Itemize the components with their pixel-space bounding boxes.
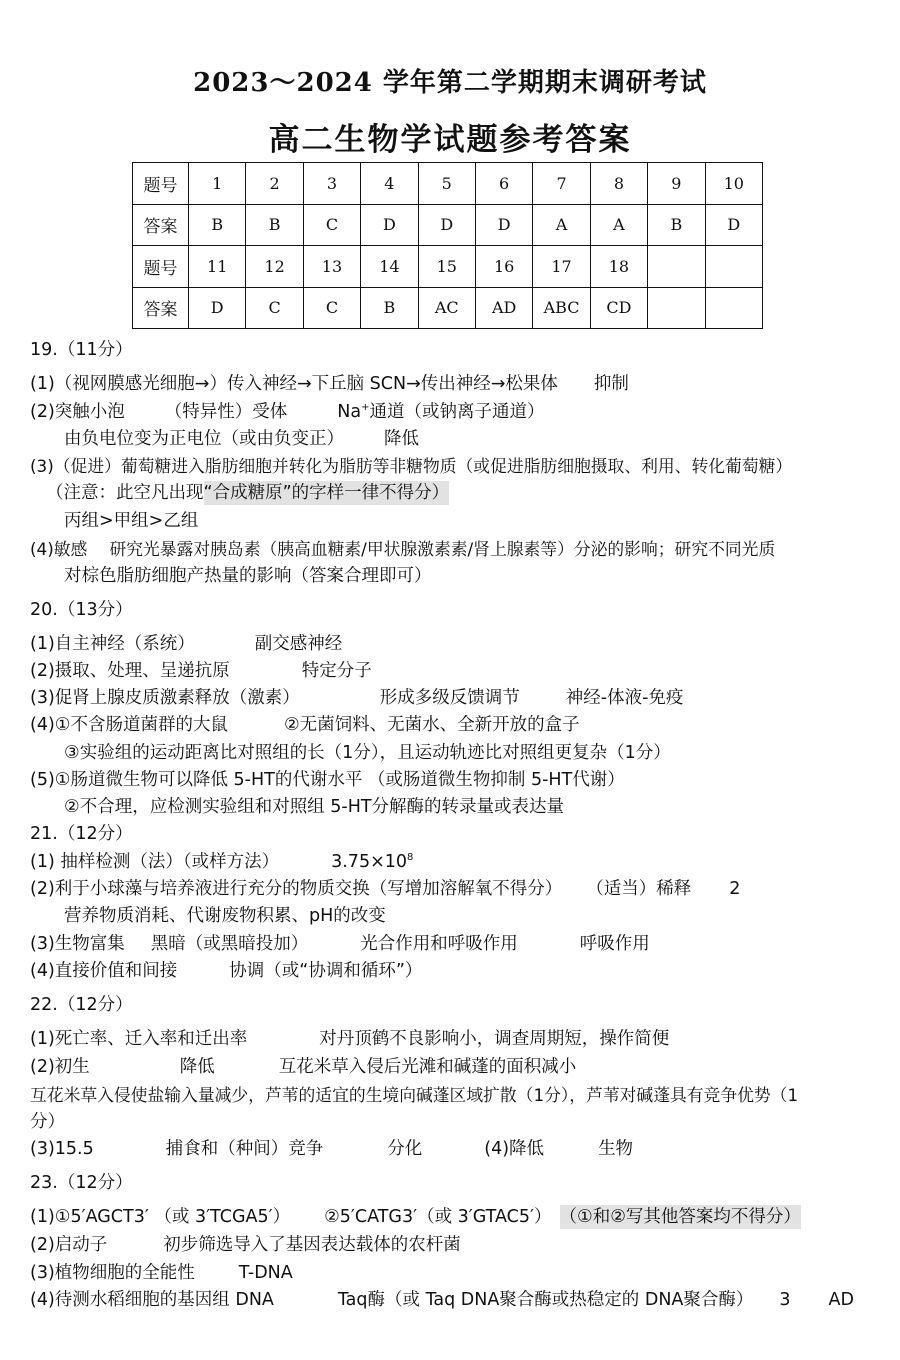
answer-text: 黑暗（或黑暗投加） [150,934,309,954]
answer-text: (2)初生 [30,1057,90,1077]
q21-line-3: 营养物质消耗、代谢废物积累、pH的改变 [64,906,386,926]
table-cell: ABC [533,287,590,329]
answer-text: (1)（视网膜感光细胞→）传入神经→下丘脑 SCN→传出神经→松果体 [30,374,558,394]
answer-text: T-DNA [238,1263,293,1283]
table-cell: D [418,204,475,246]
answer-text: (2)利于小球藻与培养液进行充分的物质交换（写增加溶解氧不得分） [30,879,563,899]
table-cell: AC [418,287,475,329]
table-cell: D [705,204,762,246]
q19-line-4: (3)（促进）葡萄糖进入脂肪细胞并转化为脂肪等非糖物质（或促进脂肪细胞摄取、利用、转化葡萄糖） [30,456,793,476]
answer-text: 捕食和（种间）竞争 [165,1139,324,1159]
q20-line-5: ③实验组的运动距离比对照组的长（1分），且运动轨迹比对照组更复杂（1分） [64,743,671,763]
q19-line-1 [30,372,629,396]
answer-text: 特定分子 [301,661,372,681]
table-cell: 7 [533,163,590,205]
note-text: （注意：此空凡出现 [46,483,204,503]
answer-text: （适当）稀释 [586,879,692,899]
q19-line-6: 丙组>甲组>乙组 [64,511,199,531]
answer-text: 形成多级反馈调节 [379,688,520,708]
table-row [133,204,763,246]
table-cell: B [246,204,303,246]
answer-text: 互花米草入侵后光滩和碱蓬的面积减小 [278,1057,577,1077]
q20-line-1 [30,632,342,656]
q23-line-1 [30,1205,801,1229]
table-cell: AD [475,287,532,329]
highlighted-note: “合成糖原”的字样一律不得分） [203,483,450,503]
q22-line-2 [30,1055,576,1079]
answer-text: (1) 抽样检测（法）（或样方法） [30,852,280,872]
q21-line-1 [30,850,413,874]
answer-text: (4)①不含肠道菌群的大鼠 [30,715,228,735]
highlighted-note: （①和②写其他答案均不得分） [559,1207,801,1227]
answer-text: 副交感神经 [254,634,343,654]
row-label: 答案 [133,287,189,329]
q21-line-2 [30,877,740,901]
answer-key-title: 高二生物学试题参考答案 [268,122,632,158]
table-cell: 9 [648,163,705,205]
answer-text: (3)15.5 [30,1139,94,1159]
answer-text: 初步筛选导入了基因表达载体的农杆菌 [163,1235,461,1255]
table-cell [705,246,762,288]
q23-heading: 23.（12分） [30,1173,133,1193]
table-cell: 12 [246,246,303,288]
q22-line-5 [30,1137,633,1161]
answer-text: 神经-体液-免疫 [565,688,684,708]
table-cell: 10 [705,163,762,205]
table-cell: 13 [303,246,360,288]
answer-text: 协调（或“协调和循环”） [229,961,423,981]
q22-heading: 22.（12分） [30,995,133,1015]
table-cell: 8 [590,163,647,205]
table-cell: C [246,287,303,329]
q22-line-1 [30,1027,669,1051]
q20-line-3 [30,686,683,710]
row-label: 题号 [133,163,189,205]
table-cell: D [475,204,532,246]
answer-text: ②5′CATG3′（或 3′GTAC5′） [324,1207,552,1227]
answer-text: 分化 [387,1139,423,1159]
q19-line-7: (4)敏感 研究光暴露对胰岛素（胰高血糖素/甲状腺激素素/肾上腺素等）分泌的影响；研究不同光质 [30,539,776,559]
answer-text: （特异性）受体 [164,402,288,422]
table-row [133,287,763,329]
answer-text: 呼吸作用 [579,934,650,954]
q20-line-7: ②不合理，应检测实验组和对照组 5-HT分解酶的转录量或表达量 [64,797,565,817]
answer-text: (4)待测水稻细胞的基因组 DNA [30,1290,274,1310]
answer-text: (1)死亡率、迁入率和迁出率 [30,1029,248,1049]
answer-text: Taq酶（或 Taq DNA聚合酶或热稳定的 DNA聚合酶） [337,1290,754,1310]
answer-text: (1)自主神经（系统） [30,634,195,654]
answer-text: 由负电位变为正电位（或由负变正） [64,429,344,449]
table-cell: 11 [189,246,246,288]
q21-line-5 [30,959,422,983]
table-cell: B [648,204,705,246]
answer-text: 生物 [598,1139,634,1159]
q22-line-3: 互花米草入侵使盐输入量减少，芦苇的适宜的生境向碱蓬区域扩散（1分），芦苇对碱蓬具有竞争优势（1 [30,1085,799,1105]
table-cell: C [303,287,360,329]
answer-text: ②无菌饲料、无菌水、全新开放的盒子 [283,715,580,735]
table-cell: 6 [475,163,532,205]
table-cell: 5 [418,163,475,205]
table-cell [705,287,762,329]
answer-text: 抑制 [593,374,629,394]
q19-heading: 19.（11分） [30,340,133,360]
answer-text: (3)植物细胞的全能性 [30,1263,195,1283]
answer-text: (3)促肾上腺皮质激素释放（激素） [30,688,300,708]
q19-line-8: 对棕色脂肪细胞产热量的影响（答案合理即可） [64,566,432,586]
table-row [133,163,763,205]
answer-text: AD [828,1290,854,1310]
q20-line-6: (5)①肠道微生物可以降低 5-HT的代谢水平 （或肠道微生物抑制 5-HT代谢） [30,770,625,790]
table-cell: CD [590,287,647,329]
table-cell: B [189,204,246,246]
answer-text: 降低 [384,429,419,449]
q21-line-4 [30,932,650,956]
q23-line-4 [30,1288,854,1312]
answer-text: (4)降低 [484,1139,545,1159]
table-cell: A [590,204,647,246]
table-cell: D [189,287,246,329]
table-cell [648,287,705,329]
answer-text: 3.75×108 [331,852,414,872]
table-cell [648,246,705,288]
q21-heading: 21.（12分） [30,824,133,844]
table-cell: 3 [303,163,360,205]
answer-text: 2 [729,879,741,899]
table-cell: 2 [246,163,303,205]
answer-text: (3)生物富集 [30,934,125,954]
answer-text: (4)直接价值和间接 [30,961,178,981]
table-cell: 15 [418,246,475,288]
table-cell: D [361,204,418,246]
exam-title: 2023～2024 学年第二学期期末调研考试 [193,68,707,98]
q19-line-2 [30,400,545,424]
table-cell: A [533,204,590,246]
answer-text: (2)突触小泡 [30,402,125,422]
answer-table [132,162,763,329]
row-label: 答案 [133,204,189,246]
q20-line-4 [30,713,580,737]
table-cell: 1 [189,163,246,205]
table-cell: 4 [361,163,418,205]
table-cell: 17 [533,246,590,288]
answer-text: 3 [779,1290,791,1310]
q19-line-3 [64,427,419,451]
table-cell: B [361,287,418,329]
table-cell: 16 [475,246,532,288]
answer-text: (1)①5′AGCT3′ （或 3′TCGA5′） [30,1207,291,1227]
answer-text: Na+通道（或钠离子通道） [337,402,545,422]
table-cell: C [303,204,360,246]
answer-text: (2)摄取、处理、呈递抗原 [30,661,230,681]
row-label: 题号 [133,246,189,288]
table-row [133,246,763,288]
q23-line-3 [30,1261,293,1285]
table-cell: 14 [361,246,418,288]
q19-line-5 [46,481,449,505]
answer-text: 降低 [179,1057,215,1077]
answer-text: 光合作用和呼吸作用 [360,934,518,954]
answer-text: (2)启动子 [30,1235,108,1255]
answer-text: 对丹顶鹤不良影响小，调查周期短，操作简便 [319,1029,670,1049]
table-cell: 18 [590,246,647,288]
q22-line-4: 分） [30,1112,65,1132]
q20-line-2 [30,659,372,683]
q20-heading: 20.（13分） [30,600,133,620]
q23-line-2 [30,1233,461,1257]
